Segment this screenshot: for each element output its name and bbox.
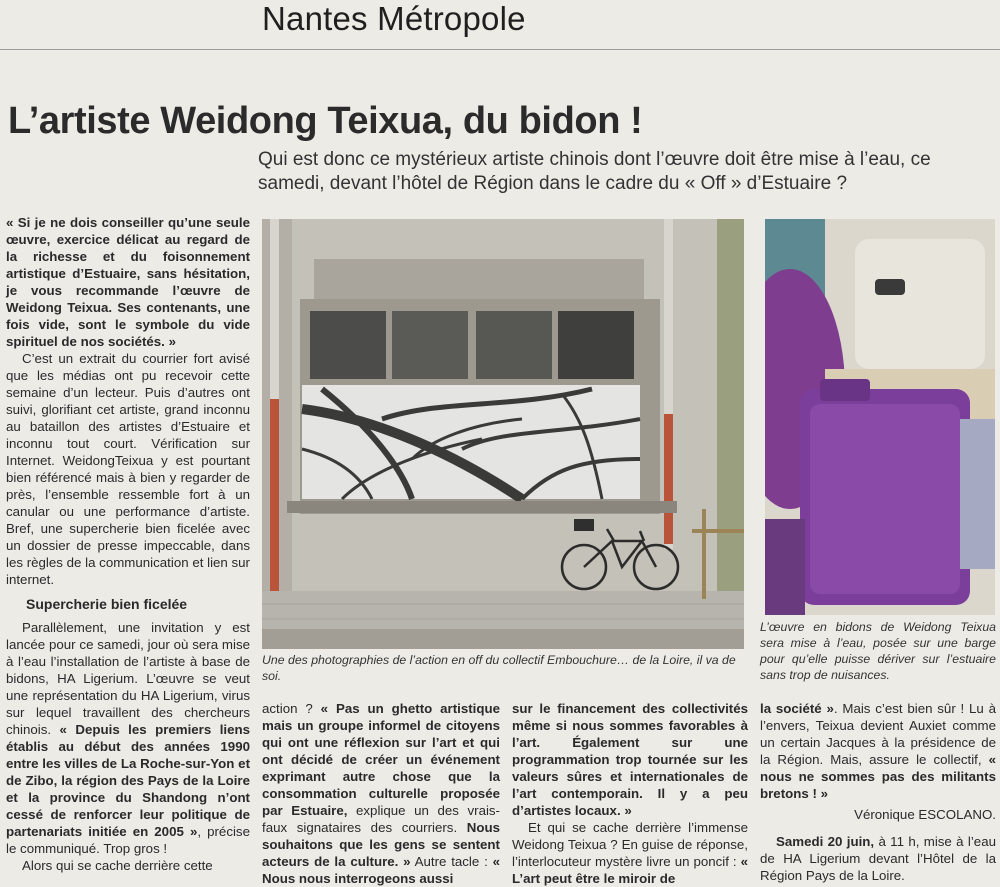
- section-header: Nantes Métropole: [262, 0, 526, 37]
- paragraph-2-end: , précise le communiqué. Trop gros !: [6, 824, 250, 856]
- paragraph-3: Alors qui se cache derrière cette: [22, 858, 213, 873]
- col4-quote-1: la société »: [760, 701, 834, 716]
- col2-quote-3: « Nous nous interrogeons aussi: [262, 854, 500, 886]
- paragraph-2: [6, 619, 250, 857]
- header-rule: [0, 49, 1000, 50]
- event-date: Samedi 20 juin,: [776, 834, 875, 849]
- col4-text-1: . Mais c’est bien sûr ! Lu à l’envers, Teixua devient Auxiet comme un certain Jacques à la présidence de la Région. Mais, assure le collectif,: [760, 701, 996, 767]
- paragraph-1: C’est un extrait du courrier fort avisé que les médias ont pu recevoir cette semaine d’un lecteur. Puis d’autres ont suivi, glorifiant cet artiste, grand inconnu au bataillon des artistes d’Estuaire et inconnu tout court. Vérification sur Internet. WeidongTeixua y est pourtant bien référencé mais à bien y regarder de près, l’ensemble ressemble fort à un canular ou une performance d’artiste. Bref, une supercherie bien ficelée avec un dossier de presse impeccable, dans les règles de la communication et lien sur internet.: [6, 351, 250, 587]
- photo-building-window: [262, 219, 744, 649]
- paragraph-2-text: Parallèlement, une invitation y est lancée pour ce samedi, jour où sera mise à l’eau l’installation de l’artiste à base de bidons, HA Ligerium. L’œuvre se veut une représentation du HA Ligerium, virus sur lequel travaillent des chercheurs chinois.: [6, 620, 250, 737]
- photo-side-caption: L’œuvre en bidons de Weidong Teixua sera mise à l’eau, posée sur une barge pour qu’elle puisse dériver sur l’estuaire sans trop de nuisances.: [760, 620, 996, 682]
- col2-text-1: action ?: [262, 701, 313, 716]
- standfirst: Qui est donc ce mystérieux artiste chinois dont l’œuvre doit être mise à l’eau, ce samedi, devant l’hôtel de Région dans le cadre du « Off » d’Estuaire ?: [258, 149, 931, 194]
- col2-quote-2: Nous souhaitons que les gens se sentent acteurs de la culture. »: [262, 820, 500, 869]
- paragraph-2-quote: « Depuis les premiers liens établis au début des années 1990 entre les villes de La Roche-sur-Yon et de Zibo, la région des Pays de la Loire et la province du Shandong n’ont cessé de renforcer leur politique de partenariats initiée en 2005 »: [6, 722, 250, 839]
- photo-jerrycans: [765, 219, 995, 615]
- event-info: à 11 h, mise à l’eau de HA Ligerium devant l’Hôtel de la Région Pays de la Loire.: [760, 834, 996, 883]
- photo-main-caption: Une des photographies de l’action en off du collectif Embouchure… de la Loire, il va de soi.: [262, 653, 736, 683]
- col4-quote-2: « nous ne sommes pas des militants bretons ! »: [760, 752, 997, 801]
- signature: Véronique ESCOLANO.: [854, 807, 996, 822]
- article-column-3: [512, 700, 748, 887]
- col3-text-1: Et qui se cache derrière l’immense Weidong Teixua ? En guise de réponse, l’interlocuteur mystère livre un poncif :: [512, 820, 748, 869]
- col2-text-2: explique un des vrais-faux signataires des courriers.: [262, 803, 500, 835]
- subheading: Supercherie bien ficelée: [26, 596, 188, 612]
- col3-quote-2: « L’art peut être le miroir de: [512, 854, 749, 886]
- headline: L’artiste Weidong Teixua, du bidon !: [8, 100, 643, 142]
- col3-quote-1: sur le financement des collectivités même si nous sommes favorables à l’art. Également sur une programmation trop tournée sur les valeurs sûres et internationales de l’art contemporain. Il y a peu d’artistes locaux. »: [512, 701, 748, 818]
- col2-text-3: Autre tacle :: [410, 854, 488, 869]
- opening-quote: « Si je ne dois conseiller qu’une seule œuvre, exercice délicat au regard de la richesse et du foisonnement artistique d’Estuaire, sans hésitation, je vous recommande l’œuvre de Weidong Teixua. Ses contenants, une fois vide, sont le symbole du vide spirituel de nos sociétés. »: [6, 215, 250, 349]
- article-column-2: [262, 700, 500, 887]
- col2-quote-1: « Pas un ghetto artistique mais un groupe informel de citoyens qui ont une réflexion sur l’art et qui ont décidé de créer un événement exprimant autre chose que la consommation culturelle proposée par Estuaire,: [262, 701, 500, 818]
- article-column-left: [6, 214, 250, 874]
- article-column-4: [760, 700, 996, 884]
